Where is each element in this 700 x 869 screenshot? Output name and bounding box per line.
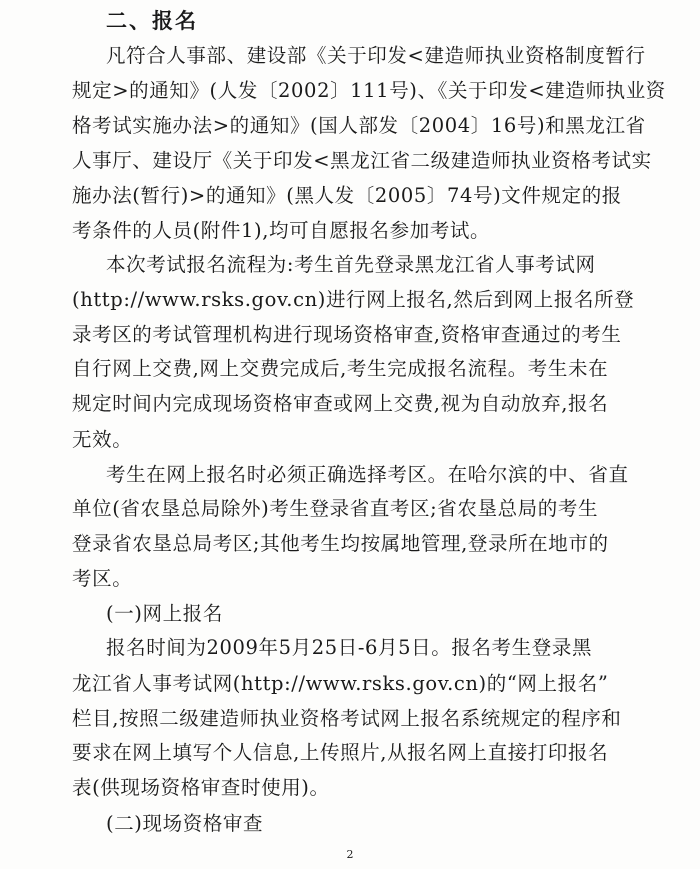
paragraph-line: 考条件的人员(附件1),均可自愿报名参加考试。 xyxy=(72,219,491,242)
paragraph-line: 考生在网上报名时必须正确选择考区。在哈尔滨的中、省直 xyxy=(106,463,629,486)
paragraph-line: 规定时间内完成现场资格审查或网上交费,视为自动放弃,报名 xyxy=(72,392,609,415)
paragraph-line: 录考区的考试管理机构进行现场资格审查,资格审查通过的考生 xyxy=(72,323,622,346)
paragraph-line: 表(供现场资格审查时使用)。 xyxy=(72,776,330,799)
paragraph-line: 龙江省人事考试网(http://www.rsks.gov.cn)的“网上报名” xyxy=(72,672,609,695)
paragraph-line: 人事厅、建设厅《关于印发<黑龙江省二级建造师执业资格考试实 xyxy=(72,149,652,172)
subsection-heading: (一)网上报名 xyxy=(106,602,223,625)
section-heading: 二、报名 xyxy=(106,9,198,33)
paragraph-line: 格考试实施办法>的通知》(国人部发〔2004〕16号)和黑龙江省 xyxy=(72,114,646,137)
paragraph-line: 自行网上交费,网上交费完成后,考生完成报名流程。考生未在 xyxy=(72,357,609,380)
paragraph-line: 登录省农垦总局考区;其他考生均按属地管理,登录所在地市的 xyxy=(72,532,609,555)
paragraph-line: 施办法(暂行)>的通知》(黑人发〔2005〕74号)文件规定的报 xyxy=(72,184,622,207)
page-number: 2 xyxy=(346,848,354,861)
paragraph-line: 单位(省农垦总局除外)考生登录省直考区;省农垦总局的考生 xyxy=(72,497,599,520)
paragraph-line: 无效。 xyxy=(72,428,133,451)
subsection-heading: (二)现场资格审查 xyxy=(106,812,264,835)
paragraph-line: 凡符合人事部、建设部《关于印发<建造师执业资格制度暂行 xyxy=(106,44,646,67)
paragraph-line: 报名时间为2009年5月25日-6月5日。报名考生登录黑 xyxy=(106,636,593,659)
paragraph-line: 本次考试报名流程为:考生首先登录黑龙江省人事考试网 xyxy=(106,253,596,276)
paragraph-line: 栏目,按照二级建造师执业资格考试网上报名系统规定的程序和 xyxy=(72,707,622,730)
paragraph-line: (http://www.rsks.gov.cn)进行网上报名,然后到网上报名所登 xyxy=(72,288,635,311)
paragraph-line: 要求在网上填写个人信息,上传照片,从报名网上直接打印报名 xyxy=(72,741,609,764)
paragraph-line: 考区。 xyxy=(72,567,133,590)
paragraph-line: 规定>的通知》(人发〔2002〕111号)、《关于印发<建造师执业资 xyxy=(72,79,666,102)
